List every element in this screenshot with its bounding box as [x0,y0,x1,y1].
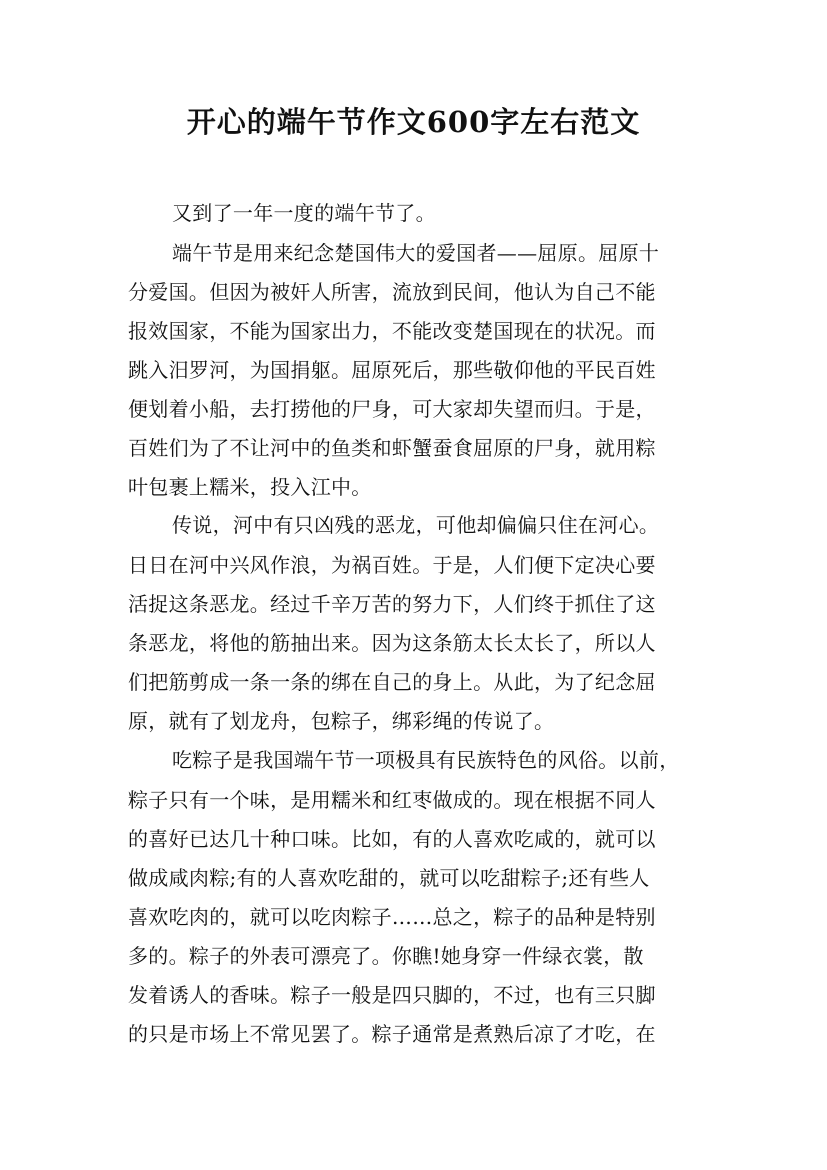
paragraph-2-line-1: 端午节是用来纪念楚国伟大的爱国者——屈原。屈原十 [172,241,660,265]
paragraph-2-line-4: 跳入汨罗河，为国捐躯。屈原死后，那些敬仰他的平民百姓 [128,358,656,382]
paragraph-3-line-4: 条恶龙，将他的筋抽出来。因为这条筋太长太长了，所以人 [128,631,656,655]
paragraph-2-line-2: 分爱国。但因为被奸人所害，流放到民间，他认为自己不能 [128,280,656,304]
paragraph-4-line-8: 的只是市场上不常见罢了。粽子通常是煮熟后凉了才吃，在 [128,1022,656,1046]
paragraph-4-line-6: 多的。粽子的外表可漂亮了。你瞧!她身穿一件绿衣裳，散 [128,944,644,968]
paragraph-2-line-5: 便划着小船，去打捞他的尸身，可大家却失望而归。于是， [128,397,656,421]
paragraph-3-line-2: 日日在河中兴风作浪，为祸百姓。于是，人们便下定决心要 [128,553,656,577]
paragraph-3-line-6: 原，就有了划龙舟，包粽子，绑彩绳的传说了。 [128,709,555,733]
paragraph-1-line-1: 又到了一年一度的端午节了。 [172,201,436,225]
paragraph-3-line-1: 传说，河中有只凶残的恶龙，可他却偏偏只住在河心。 [172,513,660,537]
paragraph-2-line-6: 百姓们为了不让河中的鱼类和虾蟹蚕食屈原的尸身，就用粽 [128,436,656,460]
document-title: 开心的端午节作文600字左右范文 [186,105,641,139]
paragraph-4-line-5: 喜欢吃肉的，就可以吃肉粽子……总之，粽子的品种是特别 [128,905,656,929]
paragraph-4-line-7: 发着诱人的香味。粽子一般是四只脚的，不过，也有三只脚 [128,983,656,1007]
paragraph-4-line-3: 的喜好已达几十种口味。比如，有的人喜欢吃咸的，就可以 [128,827,656,851]
paragraph-2-line-7: 叶包裹上糯米，投入江中。 [128,475,372,499]
paragraph-4-line-2: 粽子只有一个味，是用糯米和红枣做成的。现在根据不同人 [128,788,656,812]
paragraph-2-line-3: 报效国家，不能为国家出力，不能改变楚国现在的状况。而 [128,319,656,343]
paragraph-3-line-5: 们把筋剪成一条一条的绑在自己的身上。从此，为了纪念屈 [128,670,656,694]
paragraph-4-line-4: 做成咸肉粽;有的人喜欢吃甜的，就可以吃甜粽子;还有些人 [128,866,650,890]
paragraph-3-line-3: 活捉这条恶龙。经过千辛万苦的努力下，人们终于抓住了这 [128,592,656,616]
paragraph-4-line-1: 吃粽子是我国端午节一项极具有民族特色的风俗。以前， [172,748,680,772]
